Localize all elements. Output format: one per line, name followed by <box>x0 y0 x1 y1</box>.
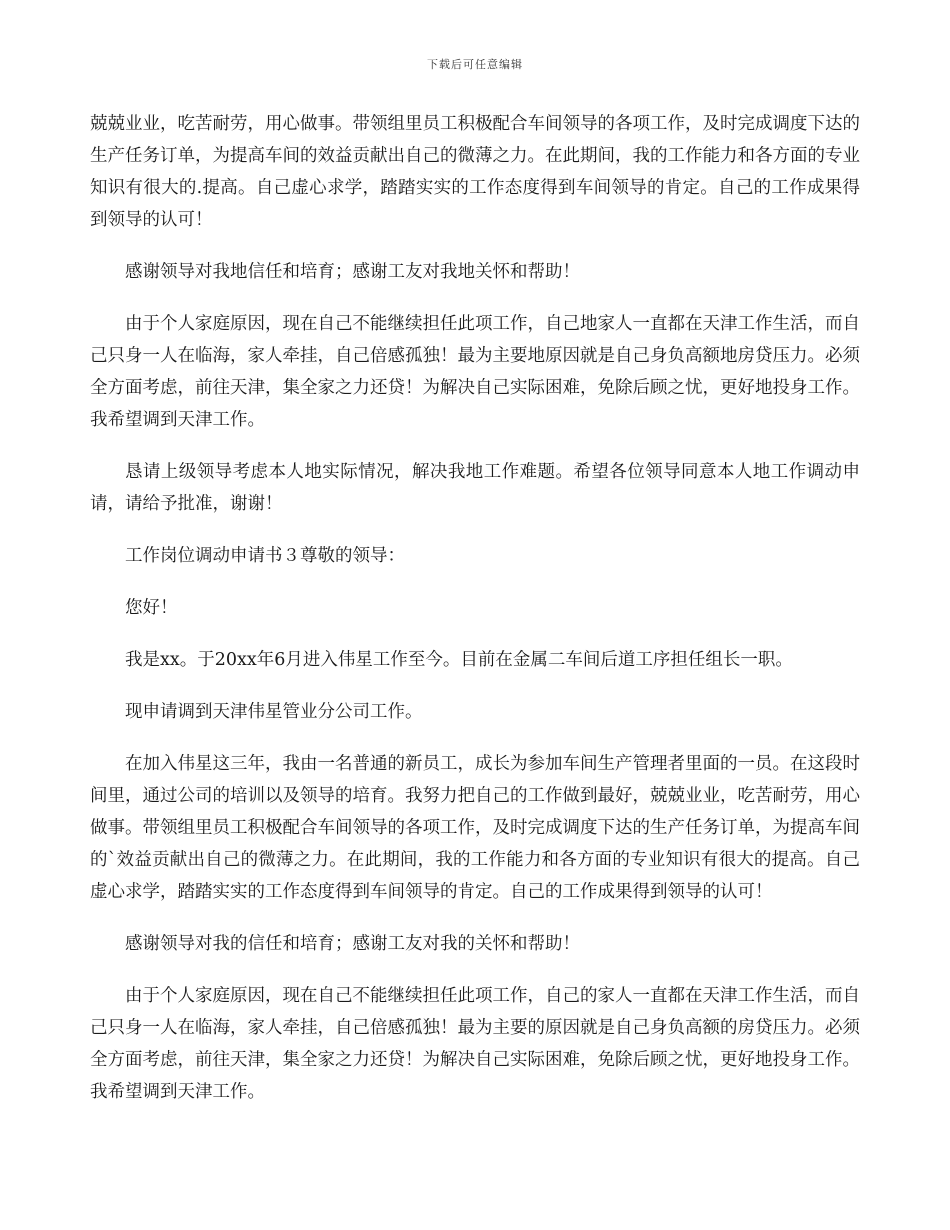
page-header-note: 下载后可任意编辑 <box>427 58 523 71</box>
paragraph-2: 感谢领导对我地信任和培育；感谢工友对我地关怀和帮助！ <box>125 262 580 282</box>
paragraph-1: 兢兢业业，吃苦耐劳，用心做事。带领组里员工积极配合车间领导的各项工作，及时完成调度下达的生产任务订单，为提高车间的效益贡献出自己的微薄之力。在此期间，我的工作能力和各方面的专业知识有很大的.提高。自己虚心求学，踏踏实实的工作态度得到车间领导的肯定。自己的工作成果得到领导的认可！ <box>90 114 860 230</box>
paragraph-3: 由于个人家庭原因，现在自己不能继续担任此项工作，自己地家人一直都在天津工作生活，而自己只身一人在临海，家人牵挂，自己倍感孤独！最为主要地原因就是自己身负高额地房贷压力。必须全方面考虑，前往天津，集全家之力还贷！为解决自己实际困难，免除后顾之忧，更好地投身工作。我希望调到天津工作。 <box>90 314 860 430</box>
paragraph-5-title: 工作岗位调动申请书３尊敬的领导： <box>125 546 405 566</box>
paragraph-7: 我是xx。于20xx年6月进入伟星工作至今。目前在金属二车间后道工序担任组长一职。 <box>125 650 793 670</box>
paragraph-4: 恳请上级领导考虑本人地实际情况，解决我地工作难题。希望各位领导同意本人地工作调动申请，请给予批准，谢谢！ <box>90 462 860 514</box>
paragraph-8: 现申请调到天津伟星管业分公司工作。 <box>125 702 423 722</box>
paragraph-6-greeting: 您好！ <box>125 598 178 618</box>
document-body <box>90 108 860 1128</box>
paragraph-11: 由于个人家庭原因，现在自己不能继续担任此项工作，自己的家人一直都在天津工作生活，而自己只身一人在临海，家人牵挂，自己倍感孤独！最为主要的原因就是自己身负高额的房贷压力。必须全方面考虑，前往天津，集全家之力还贷！为解决自己实际困难，免除后顾之忧，更好地投身工作。我希望调到天津工作。 <box>90 986 860 1102</box>
paragraph-10: 感谢领导对我的信任和培育；感谢工友对我的关怀和帮助！ <box>125 934 580 954</box>
paragraph-9: 在加入伟星这三年，我由一名普通的新员工，成长为参加车间生产管理者里面的一员。在这段时间里，通过公司的培训以及领导的培育。我努力把自己的工作做到最好，兢兢业业，吃苦耐劳，用心做事。带领组里员工积极配合车间领导的各项工作，及时完成调度下达的生产任务订单，为提高车间的`效益贡献出自己的微薄之力。在此期间，我的工作能力和各方面的专业知识有很大的提高。自己虚心求学，踏踏实实的工作态度得到车间领导的肯定。自己的工作成果得到领导的认可！ <box>90 754 860 902</box>
